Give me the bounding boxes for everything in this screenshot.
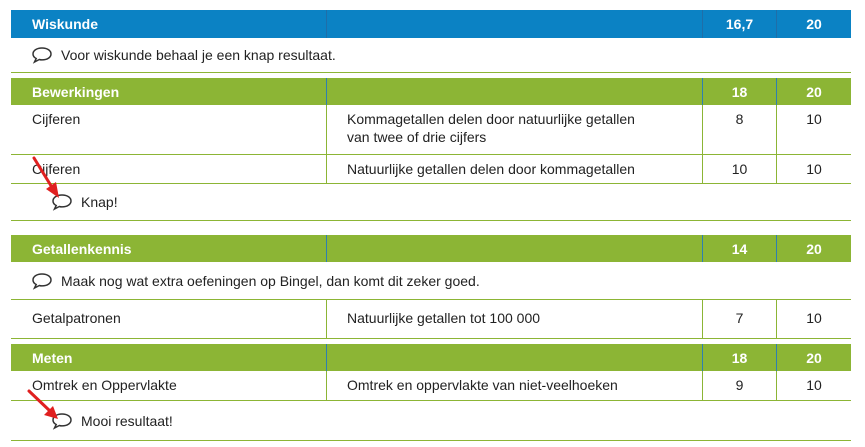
speech-bubble-icon <box>31 272 53 290</box>
goal-line: Kommagetallen delen door natuurlijke getallen <box>347 111 635 127</box>
comment-row-getallenkennis <box>11 262 851 300</box>
max-cell: 10 <box>776 155 851 183</box>
comment-row-bewerkingen <box>11 184 851 221</box>
section-max: 20 <box>776 10 851 38</box>
max-cell: 10 <box>776 105 851 154</box>
score-cell: 10 <box>702 155 776 183</box>
goal-cell <box>326 105 702 154</box>
comment-text: Maak nog wat extra oefeningen op Bingel, dan komt dit zeker goed. <box>61 272 480 289</box>
table-row <box>11 371 851 401</box>
topic-cell: Getalpatronen <box>32 310 121 326</box>
section-score: 18 <box>702 344 776 371</box>
section-name: Getallenkennis <box>32 241 132 257</box>
max-cell: 10 <box>776 371 851 400</box>
comment-row-meten <box>11 401 851 441</box>
goal-cell: Natuurlijke getallen delen door kommagetallen <box>326 155 702 183</box>
table-row <box>11 300 851 339</box>
topic-cell: Cijferen <box>32 111 81 127</box>
score-cell: 8 <box>702 105 776 154</box>
section-goal-empty <box>326 78 702 105</box>
section-max: 20 <box>776 344 851 371</box>
section-name: Bewerkingen <box>32 84 120 100</box>
score-cell: 9 <box>702 371 776 400</box>
goal-line: van twee of drie cijfers <box>347 129 487 145</box>
section-name: Meten <box>32 350 73 366</box>
section-max: 20 <box>776 78 851 105</box>
section-score: 16,7 <box>702 10 776 38</box>
section-goal-empty <box>326 10 702 38</box>
speech-bubble-icon <box>31 46 53 64</box>
goal-cell: Natuurlijke getallen tot 100 000 <box>326 300 702 338</box>
section-header-meten <box>11 344 851 371</box>
score-cell: 7 <box>702 300 776 338</box>
section-name: Wiskunde <box>32 16 98 32</box>
section-goal-empty <box>326 344 702 371</box>
section-header-wiskunde <box>11 10 851 38</box>
comment-text: Mooi resultaat! <box>81 412 173 429</box>
red-arrow-icon <box>24 385 64 425</box>
section-score: 14 <box>702 235 776 262</box>
goal-cell: Omtrek en oppervlakte van niet-veelhoeken <box>326 371 702 400</box>
section-goal-empty <box>326 235 702 262</box>
section-max: 20 <box>776 235 851 262</box>
comment-text: Voor wiskunde behaal je een knap resultaat. <box>61 47 336 63</box>
table-row <box>11 155 851 184</box>
section-header-getallenkennis <box>11 235 851 262</box>
table-row <box>11 105 851 155</box>
max-cell: 10 <box>776 300 851 338</box>
section-score: 18 <box>702 78 776 105</box>
topic-cell: Cijferen <box>32 161 81 177</box>
section-header-bewerkingen <box>11 78 851 105</box>
comment-text: Knap! <box>81 194 118 210</box>
topic-cell: Omtrek en Oppervlakte <box>32 377 177 393</box>
comment-row-wiskunde <box>11 38 851 73</box>
red-arrow-icon <box>26 152 66 202</box>
